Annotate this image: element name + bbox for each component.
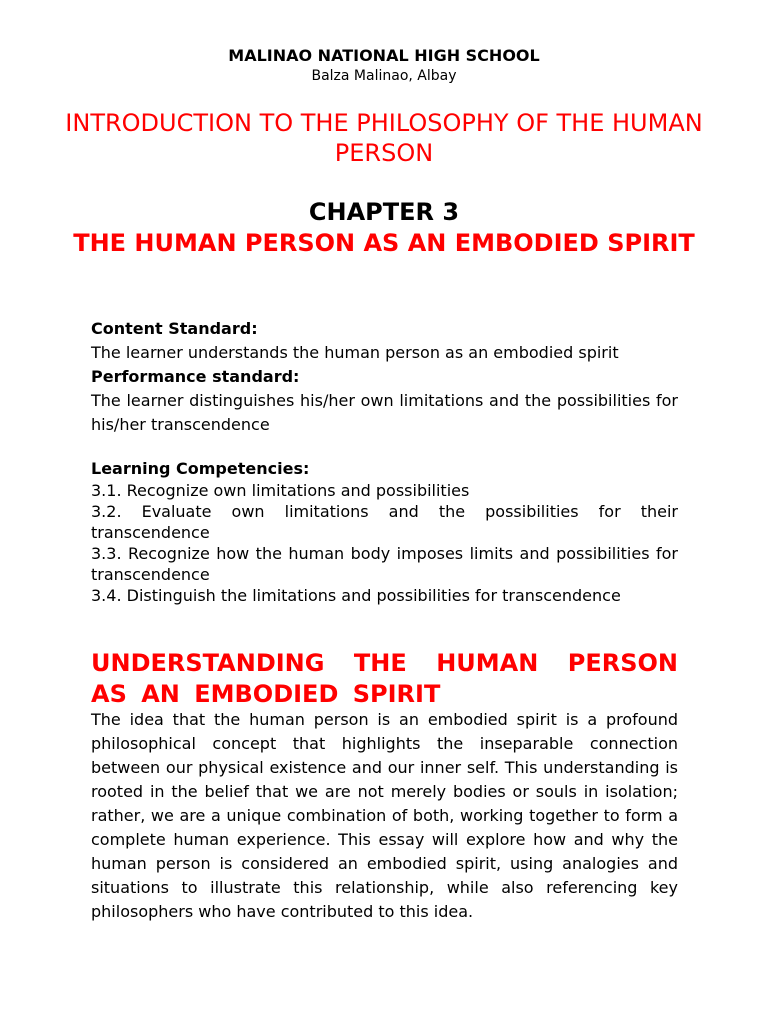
learning-competencies-label: Learning Competencies: <box>91 459 310 478</box>
content-standard-label: Content Standard: <box>91 319 258 338</box>
performance-standard-text: The learner distinguishes his/her own limitations and the possibilities for his/her transcendence <box>91 391 678 434</box>
school-address: Balza Malinao, Albay <box>311 68 457 84</box>
learning-competencies-section <box>91 458 678 606</box>
performance-standard-section <box>91 366 678 437</box>
competency-list <box>91 480 678 606</box>
section-body-paragraph: The idea that the human person is an embodied spirit is a profound philosophical concept that highlights the inseparable connection between our physical existence and our inner self. This understanding is rooted in the belief that we are not merely bodies or souls in isolation; rather, we are a unique combination of both, working together to form a complete human experience. This essay will explore how and why the human person is considered an embodied spirit, using analogies and situations to illustrate this relationship, while also referencing key philosophers who have contributed to this idea. <box>91 710 678 921</box>
content-standard-text: The learner understands the human person as an embodied spirit <box>91 343 619 362</box>
chapter-title: THE HUMAN PERSON AS AN EMBODIED SPIRIT <box>73 229 695 257</box>
document-title: INTRODUCTION TO THE PHILOSOPHY OF THE HUMAN PERSON <box>65 109 703 167</box>
content-standard-section <box>91 318 678 366</box>
performance-standard-label: Performance standard: <box>91 367 300 386</box>
school-name: MALINAO NATIONAL HIGH SCHOOL <box>228 46 540 65</box>
competency-item: 3.3. Recognize how the human body imposes limits and possibilities for transcendence <box>91 544 678 584</box>
competency-item: 3.4. Distinguish the limitations and possibilities for transcendence <box>91 586 621 605</box>
competency-item: 3.2. Evaluate own limitations and the possibilities for their transcendence <box>91 502 678 542</box>
section-heading: UNDERSTANDING THE HUMAN PERSON AS AN EMBODIED SPIRIT <box>91 649 678 708</box>
chapter-number: CHAPTER 3 <box>308 198 460 226</box>
competency-item: 3.1. Recognize own limitations and possibilities <box>91 481 470 500</box>
